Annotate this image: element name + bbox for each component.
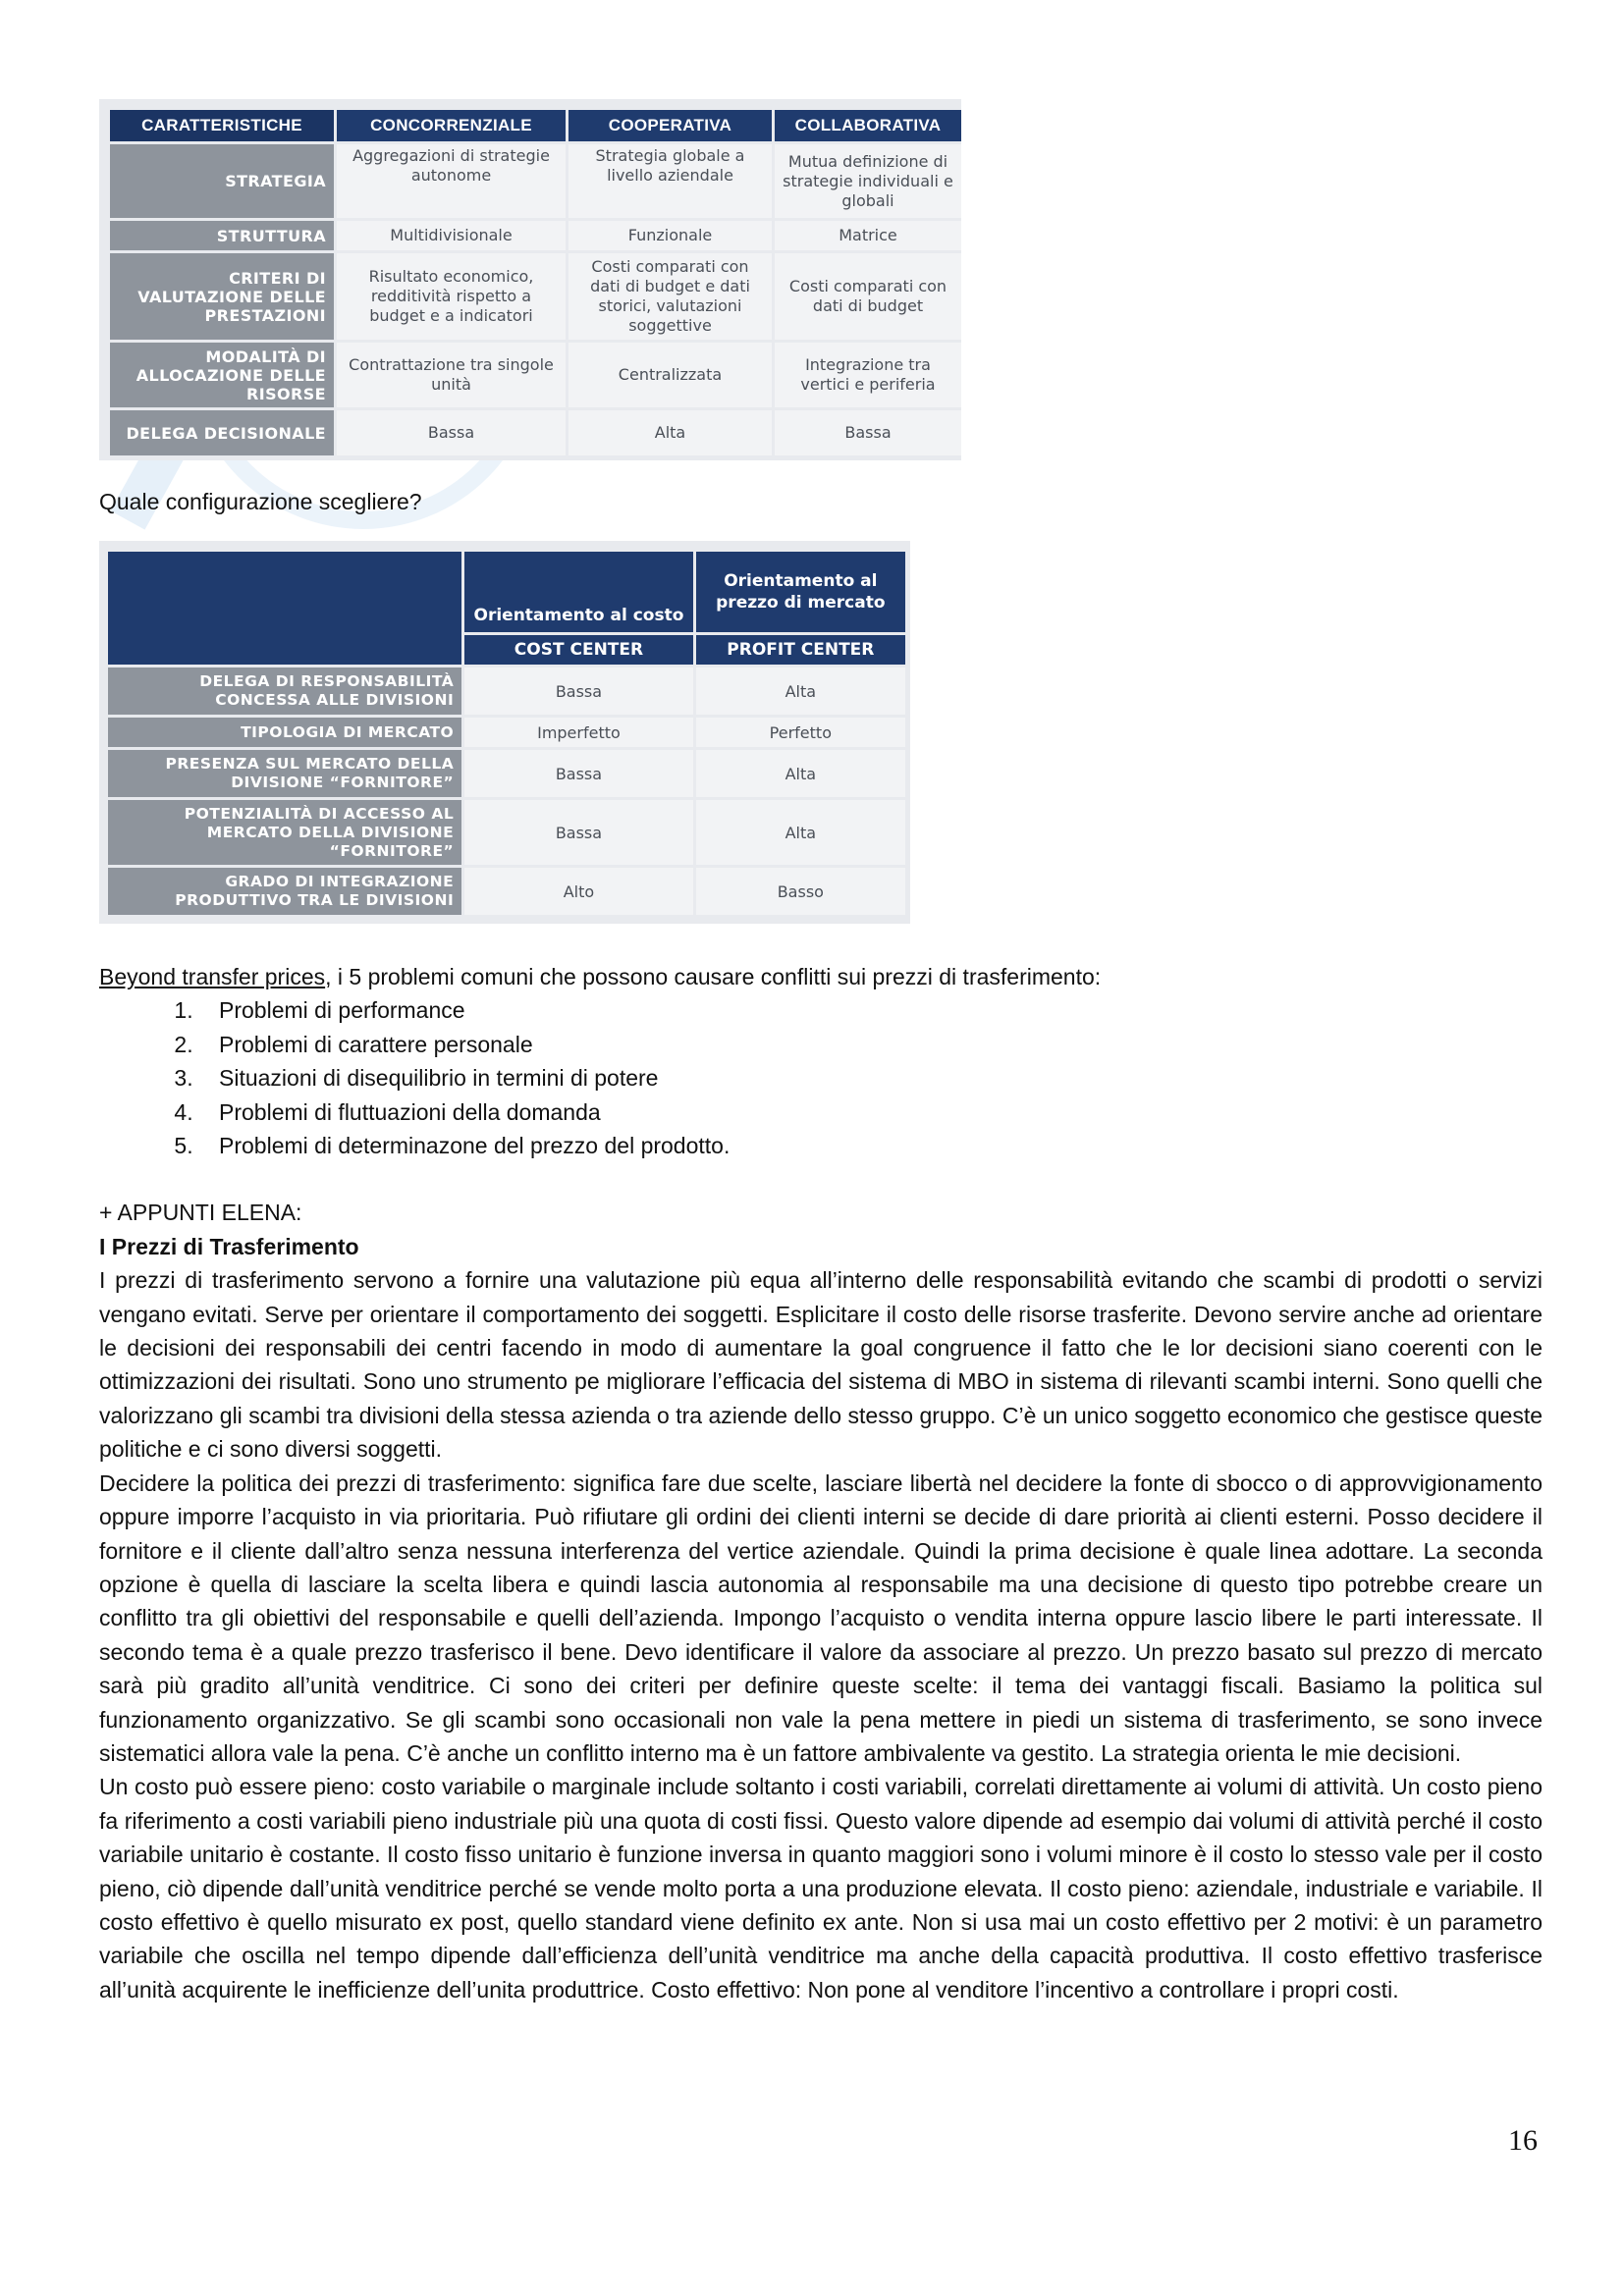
row-label: STRATEGIA	[110, 144, 334, 218]
table-cell: Funzionale	[568, 221, 772, 250]
table-cell: Alta	[568, 410, 772, 455]
header-profit-center: PROFIT CENTER	[696, 635, 905, 665]
list-item: 4. Problemi di fluttuazioni della domanda	[199, 1095, 1543, 1129]
table-cell: Bassa	[464, 800, 692, 865]
table-cell: Imperfetto	[464, 718, 692, 747]
table-cell: Alta	[696, 667, 905, 715]
table-cell: Multidivisionale	[337, 221, 566, 250]
header-concorrenziale: CONCORRENZIALE	[337, 110, 566, 141]
table-cell: Alto	[464, 868, 692, 915]
row-label: PRESENZA SUL MERCATO DELLA DIVISIONE “FORNITORE”	[108, 750, 461, 797]
table-row	[108, 800, 905, 865]
table-cell: Bassa	[464, 667, 692, 715]
table-cell: Costi comparati con dati di budget	[775, 253, 961, 340]
row-label: CRITERI DI VALUTAZIONE DELLE PRESTAZIONI	[110, 253, 334, 340]
row-label: DELEGA DECISIONALE	[110, 410, 334, 455]
table-cell: Alta	[696, 750, 905, 797]
list-item: 1. Problemi di performance	[199, 993, 1543, 1027]
table-cell: Alta	[696, 800, 905, 865]
header-blank	[108, 552, 461, 665]
table-cell: Bassa	[337, 410, 566, 455]
header-orientamento-prezzo: Orientamento al prezzo di mercato	[696, 552, 905, 632]
notes-label: + APPUNTI ELENA:	[99, 1200, 302, 1226]
row-label: DELEGA DI RESPONSABILITÀ CONCESSA ALLE DIVISIONI	[108, 667, 461, 715]
row-label: TIPOLOGIA DI MERCATO	[108, 718, 461, 747]
list-item: 5. Problemi di determinazone del prezzo del prodotto.	[199, 1129, 1543, 1162]
intro-text: , i 5 problemi comuni che possono causare conflitti sui prezzi di trasferimento:	[325, 964, 1102, 989]
table-cell: Perfetto	[696, 718, 905, 747]
table-cell: Contrattazione tra singole unità	[337, 343, 566, 407]
row-label: GRADO DI INTEGRAZIONE PRODUTTIVO TRA LE DIVISIONI	[108, 868, 461, 915]
cost-profit-center-table	[99, 541, 910, 924]
table-cell: Integrazione tra vertici e periferia	[775, 343, 961, 407]
header-cost-center: COST CENTER	[464, 635, 692, 665]
table-cell: Strategia globale a livello aziendale	[568, 144, 772, 218]
table-row	[110, 221, 961, 250]
section-title: I Prezzi di Trasferimento	[99, 1233, 359, 1259]
header-orientamento-costo: Orientamento al costo	[464, 552, 692, 632]
page-number: 16	[1508, 2124, 1538, 2157]
table-row	[108, 667, 905, 715]
header-collaborativa: COLLABORATIVA	[775, 110, 961, 141]
table-row	[110, 343, 961, 407]
row-label: STRUTTURA	[110, 221, 334, 250]
header-cooperativa: COOPERATIVA	[568, 110, 772, 141]
row-label: POTENZIALITÀ DI ACCESSO AL MERCATO DELLA DIVISIONE “FORNITORE”	[108, 800, 461, 865]
table-row	[108, 868, 905, 915]
problems-list	[99, 993, 1543, 1162]
intro-line	[99, 960, 1543, 993]
table-row	[108, 750, 905, 797]
intro-link-text: Beyond transfer prices	[99, 964, 326, 989]
table-cell: Bassa	[464, 750, 692, 797]
paragraph: Un costo può essere pieno: costo variabile o marginale include soltanto i costi variabili, correlati direttamente ai volumi di attività. Un costo pieno fa riferimento a costi variabili pieno industriale più una quota di costi fissi. Questo valore dipende ad esempio dai volumi di attività perché il costo variabile unitario è costante. Il costo fisso unitario è funzione inversa in quanto maggiori sono i volumi minore è il costo lo stesso vale per il costo pieno, ciò dipende dall’unità venditrice perché se vende molto porta a una produzione elevata. Il costo pieno: aziendale, industriale e variabile. Il costo effettivo è quello misurato ex post, quello standard viene definito ex ante. Non si usa mai un costo effettivo per 2 motivi: è un parametro variabile che oscilla nel tempo dipende dall’efficienza dell’unità venditrice ma anche della capacità produttiva. Il costo effettivo trasferisce all’unità acquirente le inefficienze dell’unita produttrice. Costo effettivo: Non pone al venditore l’incentivo a controllare i propri costi.	[99, 1774, 1543, 2002]
table-cell: Aggregazioni di strategie autonome	[337, 144, 566, 218]
body-text	[99, 960, 1543, 2006]
table-row	[110, 144, 961, 218]
table-cell: Mutua definizione di strategie individuali e globali	[775, 144, 961, 218]
table-row	[108, 718, 905, 747]
row-label: MODALITÀ DI ALLOCAZIONE DELLE RISORSE	[110, 343, 334, 407]
table-cell: Costi comparati con dati di budget e dati storici, valutazioni soggettive	[568, 253, 772, 340]
table-cell: Risultato economico, redditività rispetto a budget e a indicatori	[337, 253, 566, 340]
table-cell: Matrice	[775, 221, 961, 250]
header-caratteristiche: CARATTERISTICHE	[110, 110, 334, 141]
caption-question: Quale configurazione scegliere?	[99, 489, 422, 514]
paragraph: I prezzi di trasferimento servono a fornire una valutazione più equa all’interno delle responsabilità evitando che scambi di prodotti o servizi vengano evitati. Serve per orientare il comportamento dei soggetti. Esplicitare il costo delle risorse trasferite. Devono servire anche ad orientare le decisioni dei responsabili dei centri facendo in modo di aumentare la goal congruence il fatto che le lor decisioni siano coerenti con le ottimizzazioni dei risultati. Sono uno strumento pe migliorare l’efficacia del sistema di MBO in sistema di rilevanti scambi interni. Sono quelli che valorizzano gli scambi tra divisioni della stessa azienda o tra aziende dello stesso gruppo. C’è un unico soggetto economico che gestisce queste politiche e ci sono diversi soggetti.	[99, 1267, 1543, 1463]
table-cell: Centralizzata	[568, 343, 772, 407]
list-item: 3. Situazioni di disequilibrio in termini di potere	[199, 1061, 1543, 1095]
table-cell: Basso	[696, 868, 905, 915]
configurations-table	[99, 99, 961, 460]
table-row	[110, 410, 961, 455]
paragraph: Decidere la politica dei prezzi di trasferimento: significa fare due scelte, lasciare libertà nel decidere la fonte di sbocco o di approvvigionamento oppure imporre l’acquisto in via prioritaria. Può rifiutare gli ordini dei clienti interni se decide di dare priorità ai clienti esterni. Posso decidere il fornitore e il cliente dall’altro senza nessuna interferenza del vertice aziendale. Quindi la prima decisione è quale linea adottare. La seconda opzione è quella di lasciare la scelta libera e quindi lascia autonomia al responsabile ma una decisione di questo tipo potrebbe creare un conflitto tra gli obiettivi del responsabile e quelli dell’azienda. Impongo l’acquisto o vendita interna oppure lascio libere le parti interessate. Il secondo tema è a quale prezzo trasferisco il bene. Devo identificare il valore da associare al prezzo. Un prezzo basato sul prezzo di mercato sarà più gradito all’unità venditrice. Ci sono dei criteri per definire queste scelte: il tema dei vantaggi fiscali. Basiamo la politica sul funzionamento organizzativo. Se gli scambi sono occasionali non vale la pena mettere in piedi un sistema di trasferimento, se sono invece sistematici allora vale la pena. C’è anche un conflitto interno ma è un fattore ambivalente va gestito. La strategia orienta le mie decisioni.	[99, 1469, 1543, 1766]
table-cell: Bassa	[775, 410, 961, 455]
table-row	[110, 253, 961, 340]
list-item: 2. Problemi di carattere personale	[199, 1028, 1543, 1061]
